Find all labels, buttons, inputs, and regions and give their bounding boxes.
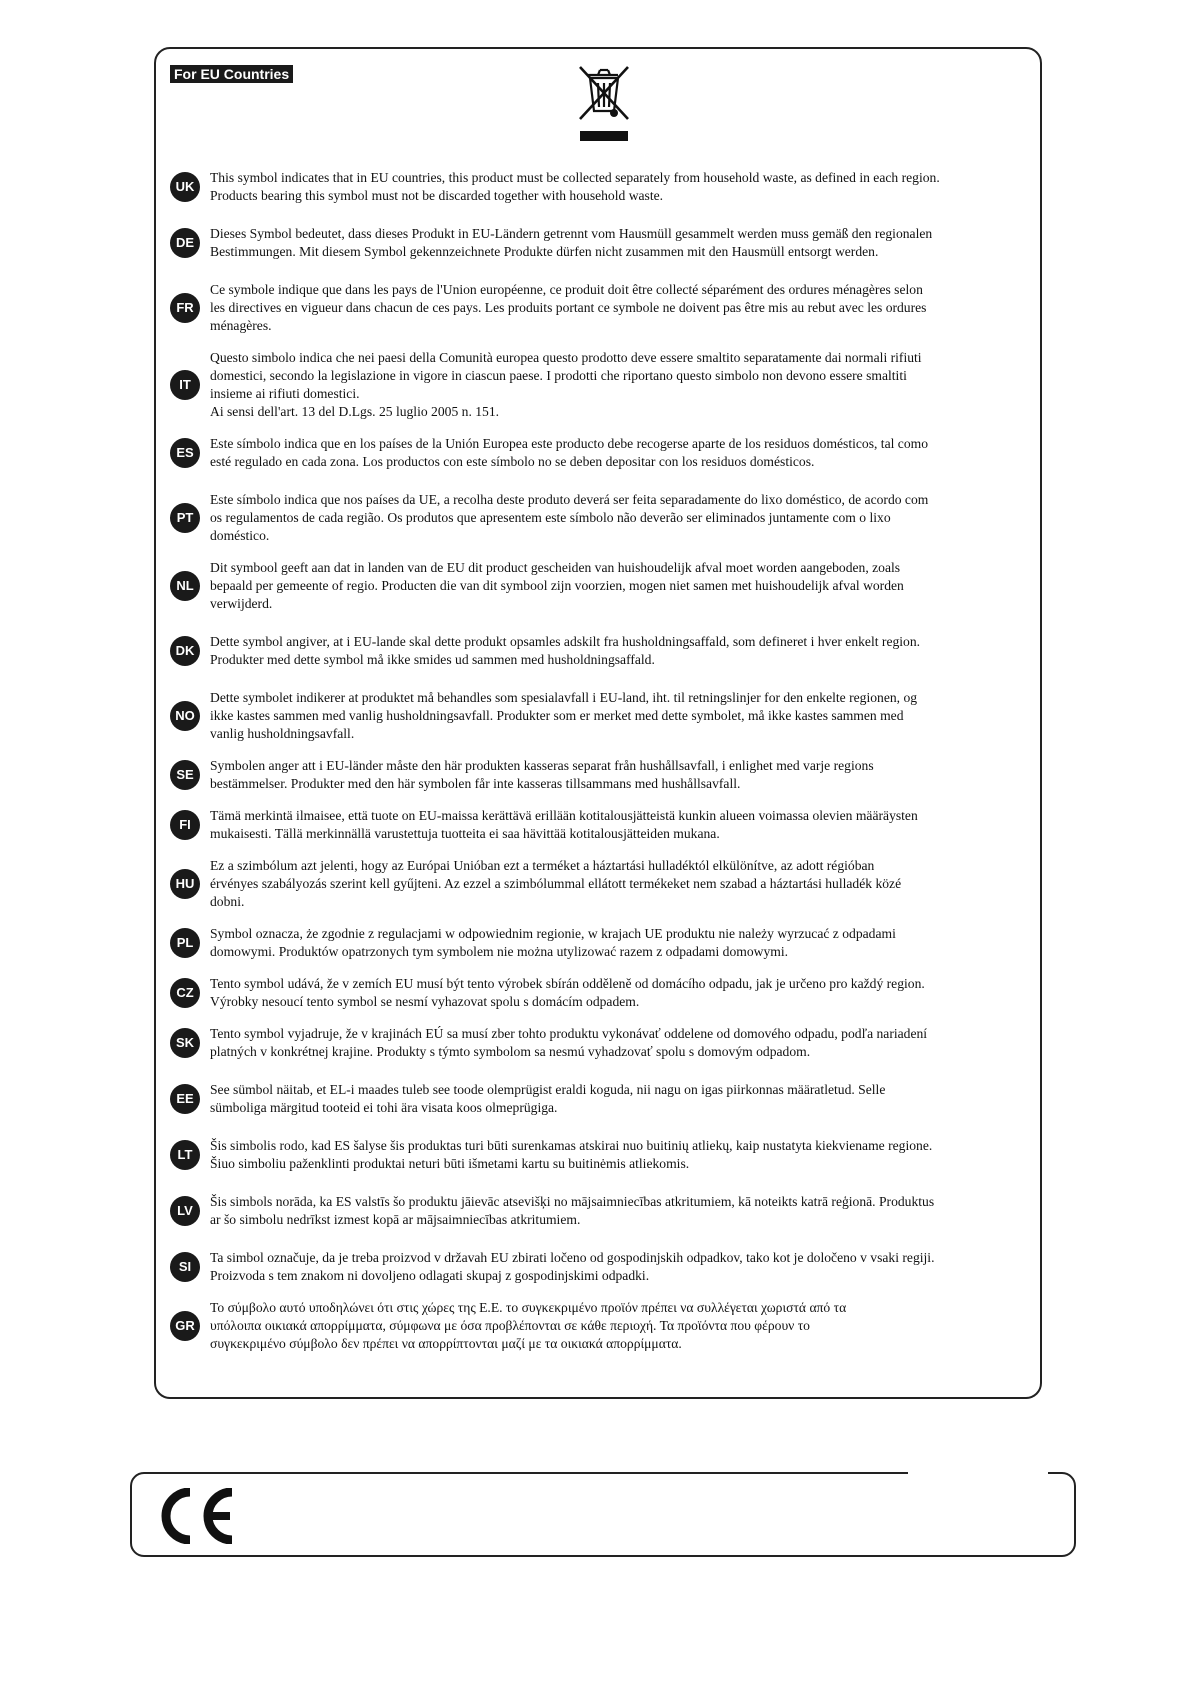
eu-disposal-notice [154, 47, 1042, 1399]
eu-countries-label: For EU Countries [170, 65, 293, 83]
language-text: Dette symbolet indikerer at produktet må behandles som spesialavfall i EU-land, iht. til retningslinjer for den enkelte regionen, og ikke kastes sammen med vanlig husholdningsavfall. Produkter som er merket med dette symbolet, må ikke kastes sammen med vanlig husholdningsavfall. [210, 690, 918, 741]
language-entry-de [170, 225, 1030, 261]
language-badge: FR [170, 293, 200, 323]
language-entry-lv [170, 1193, 1030, 1229]
language-badge: NL [170, 571, 200, 601]
language-text: Šis simbols norāda, ka ES valstīs šo produktu jāievāc atsevišķi no mājsaimniecības atkritumiem, kā noteikts katrā reģionā. Produktus ar šo simbolu nedrīkst izmest kopā ar mājsaimniecības atkritumiem. [210, 1194, 935, 1227]
language-entry-pl [170, 925, 1030, 961]
language-text: Dieses Symbol bedeutet, dass dieses Produkt in EU-Ländern getrennt vom Hausmüll gesammelt werden muss gemäß den regionalen Bestimmungen. Mit diesem Symbol gekennzeichnete Produkte dürfen nicht zusammen mit den Hausmüll entsorgt werden. [210, 226, 933, 259]
language-text: Symbolen anger att i EU-länder måste den här produkten kasseras separat från hushållsavfall, i enlighet med varje regions bestämmelser. Produkter med den här symbolen får inte kasseras tillsammans med hushållsavfall. [210, 758, 874, 791]
language-badge: SE [170, 760, 200, 790]
language-text: Este símbolo indica que en los países de la Unión Europea este producto debe recogerse aparte de los residuos domésticos, tal como esté regulado en cada zona. Los productos con este símbolo no se deben depositar con los residuos domésticos. [210, 436, 928, 469]
language-entry-uk [170, 169, 1030, 205]
border-gap [908, 1471, 1048, 1476]
language-badge: PL [170, 928, 200, 958]
language-entry-it [170, 349, 1030, 421]
language-entry-fr [170, 281, 1030, 335]
language-entry-pt [170, 491, 1030, 545]
language-badge: EE [170, 1084, 200, 1114]
language-entry-lt [170, 1137, 1030, 1173]
language-badge: DK [170, 636, 200, 666]
language-entry-es [170, 435, 1030, 471]
language-entry-si [170, 1249, 1030, 1285]
language-entries [170, 155, 1030, 1353]
language-text: Ez a szimbólum azt jelenti, hogy az Európai Unióban ezt a terméket a háztartási hulladéktól elkülönítve, az adott régióban érvényes szabályozás szerint kell gyűjteni. Az ezzel a szimbólummal ellátott termékeket nem szabad a háztartási hulladék közé dobni. [210, 858, 902, 909]
language-entry-fi [170, 807, 1030, 843]
language-text: Tento symbol udává, že v zemích EU musí být tento výrobek sbírán odděleně od domácího odpadu, jak je určeno pro každý region. Výrobky nesoucí tento symbol se nesmí vyhazovat spolu s domácím odpadem. [210, 976, 925, 1009]
language-badge: ES [170, 438, 200, 468]
language-text: Το σύμβολο αυτό υποδηλώνει ότι στις χώρες της Ε.Ε. το συγκεκριμένο προϊόν πρέπει να συλλέγεται χωριστά από τα υπόλοιπα οικιακά απορρίμματα, σύμφωνα με όσα προβλέπονται σε κάθε περιοχή. Τα προϊόντα που φέρουν το συγκεκριμένο σύμβολο δεν πρέπει να απορρίπτονται μαζί με τα οικιακά απορρίμματα. [210, 1300, 847, 1351]
language-badge: UK [170, 172, 200, 202]
language-entry-dk [170, 633, 1030, 669]
language-badge: CZ [170, 978, 200, 1008]
ce-box [130, 1472, 1076, 1557]
language-text: Dette symbol angiver, at i EU-lande skal dette produkt opsamles adskilt fra husholdningsaffald, som defineret i hver enkelt region. Produkter med dette symbol må ikke smides ud sammen med husholdningsaffald. [210, 634, 921, 667]
language-badge: SK [170, 1028, 200, 1058]
language-text: See sümbol näitab, et EL-i maades tuleb see toode olemprügist eraldi koguda, nii nagu on igas piirkonnas määratletud. Selle sümboliga märgitud tooteid ei tohi ära visata koos olmeprügiga. [210, 1082, 886, 1115]
language-text: Este símbolo indica que nos países da UE, a recolha deste produto deverá ser feita separadamente do lixo doméstico, de acordo com os regulamentos de cada região. Os produtos que apresentem este símbolo não deverão ser eliminados juntamente com o lixo doméstico. [210, 492, 929, 543]
language-text: Symbol oznacza, że zgodnie z regulacjami w odpowiednim regionie, w krajach UE produktu nie należy wyrzucać z odpadami domowymi. Produktów opatrzonych tym symbolem nie można utylizować razem z odpadami domowymi. [210, 926, 896, 959]
language-entry-sk [170, 1025, 1030, 1061]
language-entry-gr [170, 1299, 1030, 1353]
language-badge: PT [170, 503, 200, 533]
language-badge: LT [170, 1140, 200, 1170]
language-text: Tämä merkintä ilmaisee, että tuote on EU-maissa kerättävä erillään kotitalousjätteistä kunkin alueen voimassa olevien määräysten mukaisesti. Tällä merkinnällä varustettuja tuotteita ei saa hävittää kotitalousjätteiden mukana. [210, 808, 918, 841]
language-badge: HU [170, 869, 200, 899]
language-text: Šis simbolis rodo, kad ES šalyse šis produktas turi būti surenkamas atskirai nuo buitinių atliekų, kaip nustatyta kiekviename regione. Šiuo simboliu paženklinti produktai neturi būti išmetami kartu su buitinėmis atliekomis. [210, 1138, 933, 1171]
language-entry-no [170, 689, 1030, 743]
language-entry-cz [170, 975, 1030, 1011]
language-badge: NO [170, 701, 200, 731]
language-badge: SI [170, 1252, 200, 1282]
language-badge: LV [170, 1196, 200, 1226]
language-text: Ce symbole indique que dans les pays de l'Union européenne, ce produit doit être collecté séparément des ordures ménagères selon les directives en vigueur dans chacun de ces pays. Les produits portant ce symbole ne doivent pas être mis au rebut avec les ordures ménagères. [210, 282, 927, 333]
language-text: Tento symbol vyjadruje, že v krajinách EÚ sa musí zber tohto produktu vykonávať oddelene od domového odpadu, podľa nariadení platných v konkrétnej krajine. Produkty s týmto symbolom sa nesmú vyhadzovať spolu s domovým odpadom. [210, 1026, 928, 1059]
language-text: Dit symbool geeft aan dat in landen van de EU dit product gescheiden van huishoudelijk afval moet worden aangeboden, zoals bepaald per gemeente of regio. Producten die van dit symbool zijn voorzien, mogen niet samen met huishoudelijk afval worden verwijderd. [210, 560, 904, 611]
crossed-out-wheelie-bin-icon [574, 63, 636, 143]
language-badge: FI [170, 810, 200, 840]
language-entry-hu [170, 857, 1030, 911]
language-badge: IT [170, 370, 200, 400]
language-entry-ee [170, 1081, 1030, 1117]
language-text: Ta simbol označuje, da je treba proizvod v državah EU zbirati ločeno od gospodinjskih odpadkov, tako kot je določeno v vsaki regiji. Proizvoda s tem znakom ni dovoljeno odlagati skupaj z gospodinjskimi odpadki. [210, 1250, 935, 1283]
language-text: Questo simbolo indica che nei paesi della Comunità europea questo prodotto deve essere smaltito separatamente dai normali rifiuti domestici, secondo la legislazione in vigore in ciascun paese. I prodotti che riportano questo simbolo non devono essere smaltiti insieme ai rifiuti domestici. Ai sensi dell'art. 13 del D.Lgs. 25 luglio 2005 n. 151. [210, 350, 922, 419]
language-entry-se [170, 757, 1030, 793]
language-text: This symbol indicates that in EU countries, this product must be collected separately from household waste, as defined in each region. Products bearing this symbol must not be discarded together with household waste. [210, 170, 940, 203]
language-badge: DE [170, 228, 200, 258]
language-badge: GR [170, 1311, 200, 1341]
language-entry-nl [170, 559, 1030, 613]
ce-mark-icon [156, 1488, 238, 1549]
